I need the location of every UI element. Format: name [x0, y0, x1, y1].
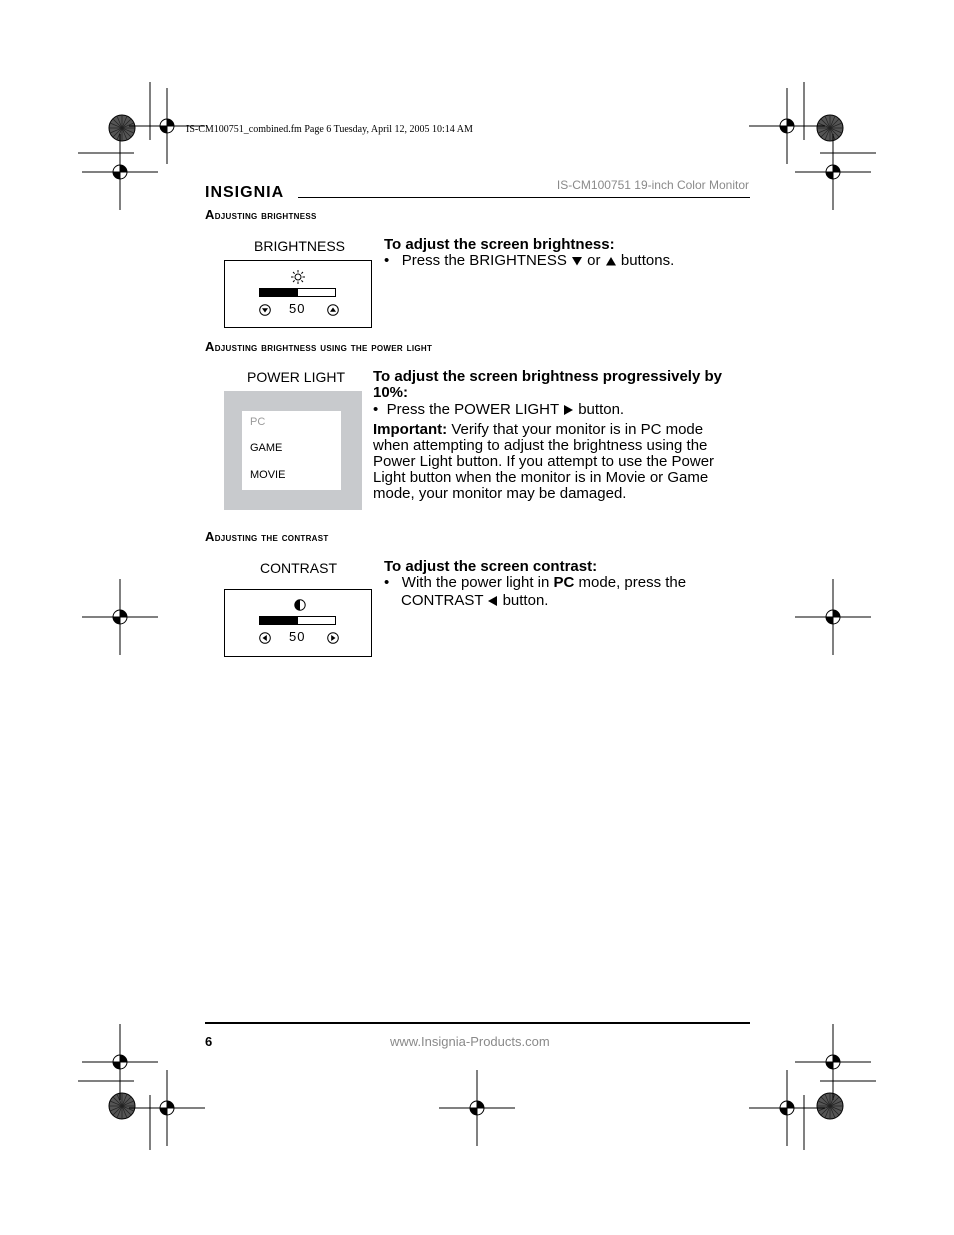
contrast-bullet-line1: [384, 575, 686, 591]
contrast-value: 50: [289, 629, 306, 644]
footer-url: www.Insignia-Products.com: [390, 1034, 550, 1049]
power-light-figure-label: POWER LIGHT: [247, 369, 346, 385]
left-arrow-icon: [259, 632, 271, 644]
contrast-bullet-button-name: CONTRAST: [401, 592, 484, 609]
right-triangle-icon: [563, 404, 574, 416]
section-heading-power-light: Adjusting brightness using the power light: [205, 339, 433, 354]
contrast-bullet-text: With the power light in: [401, 574, 550, 591]
mode-item-pc: PC: [250, 416, 266, 428]
insignia-logo: INSIGNIA: [205, 184, 285, 201]
contrast-instruction-title: To adjust the screen contrast:: [384, 558, 598, 575]
brightness-level-fill: [260, 289, 298, 296]
contrast-osd-figure: [224, 589, 372, 657]
page-number: 6: [205, 1034, 213, 1049]
important-note: [373, 422, 741, 502]
power-light-bullet-end: button.: [578, 401, 625, 418]
brightness-bullet: [384, 253, 674, 269]
print-slug: IS-CM100751_combined.fm Page 6 Tuesday, April 12, 2005 10:14 AM: [186, 124, 473, 135]
contrast-bullet-end: button.: [502, 592, 549, 609]
bullet-dot: •: [384, 252, 390, 269]
power-light-bullet: [373, 402, 624, 418]
mode-menu: [242, 411, 341, 490]
contrast-bullet-mid: mode, press the: [578, 574, 687, 591]
brightness-value: 50: [289, 301, 306, 316]
right-arrow-icon: [327, 632, 339, 644]
contrast-level-bar: [259, 616, 336, 625]
brightness-level-bar: [259, 288, 336, 297]
bullet-dot: •: [373, 401, 379, 418]
brightness-bullet-end: buttons.: [620, 252, 675, 269]
mode-item-game: GAME: [250, 442, 283, 454]
contrast-level-fill: [260, 617, 298, 624]
contrast-bullet-pc: PC: [553, 574, 575, 591]
up-arrow-icon: [327, 304, 339, 316]
brightness-osd-figure: [224, 260, 372, 328]
contrast-icon: [294, 599, 306, 611]
brightness-bullet-text: Press the BRIGHTNESS: [401, 252, 567, 269]
header-title: IS-CM100751 19-inch Color Monitor: [556, 178, 749, 192]
contrast-bullet-line2: [401, 593, 548, 609]
brightness-bullet-or: or: [587, 252, 601, 269]
down-arrow-icon: [259, 304, 271, 316]
power-light-menu-figure: [224, 391, 362, 510]
section-heading-brightness: Adjusting brightness: [205, 207, 317, 222]
section-heading-contrast: Adjusting the contrast: [205, 529, 329, 544]
bullet-dot: •: [384, 574, 390, 591]
footer-rule: [205, 1022, 750, 1024]
sun-icon: [291, 270, 305, 284]
important-label: Important:: [373, 421, 448, 438]
down-triangle-icon: [571, 256, 583, 266]
brightness-instruction-title: To adjust the screen brightness:: [384, 236, 615, 253]
power-light-bullet-text: Press the POWER LIGHT: [386, 401, 559, 418]
header-rule: [298, 197, 750, 198]
contrast-figure-label: CONTRAST: [260, 560, 337, 576]
up-triangle-icon: [605, 256, 617, 266]
brightness-figure-label: BRIGHTNESS: [254, 238, 346, 254]
power-light-instruction-title: To adjust the screen brightness progressively by 10%:: [373, 368, 722, 401]
left-triangle-icon: [487, 595, 498, 607]
mode-item-movie: MOVIE: [250, 469, 286, 481]
important-text: Verify that your monitor is in PC mode when attempting to adjust the brightness using the Power Light button. If you attempt to use the Power Light button when the monitor is in Movie or Game mode, your monitor may be damaged.: [373, 421, 715, 502]
